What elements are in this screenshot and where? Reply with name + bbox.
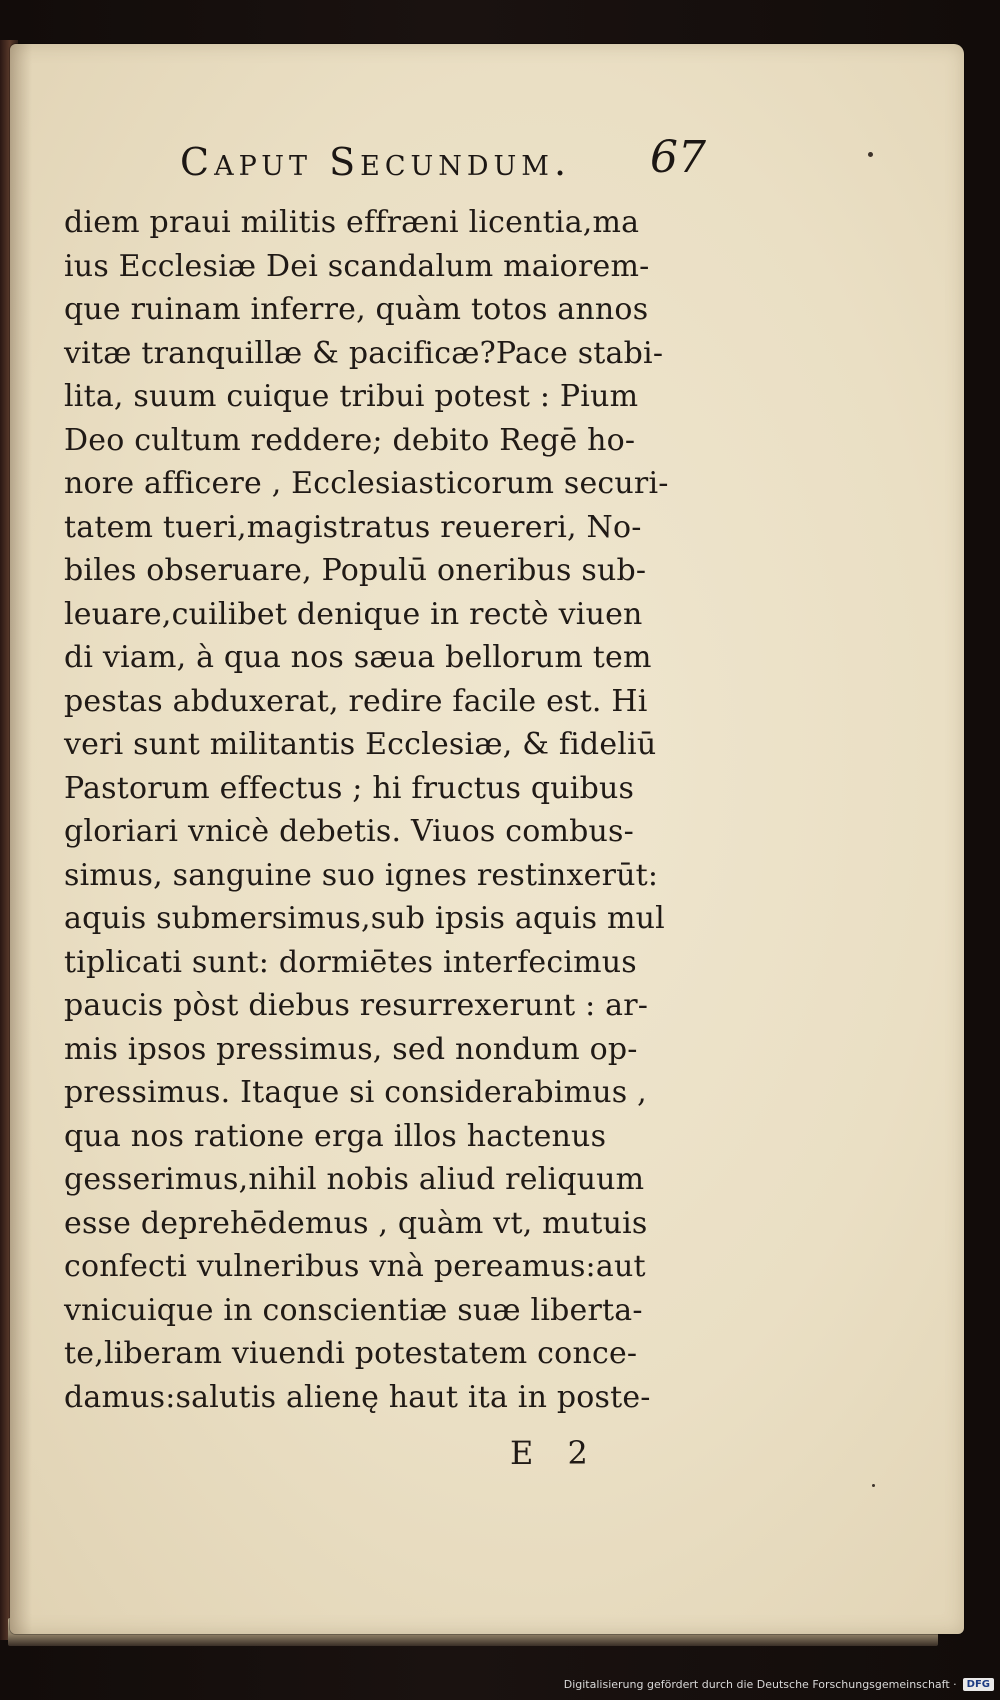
- text-line: di viam, à qua nos sæua bellorum tem: [64, 640, 652, 675]
- text-line: vitæ tranquillæ & pacificæ?Pace stabi-: [64, 335, 664, 371]
- running-title: Caput Secundum.: [180, 140, 572, 184]
- text-line: gesserimus,nihil nobis aliud reliquum: [64, 1162, 645, 1197]
- paper-speck: [872, 1484, 875, 1487]
- text-line: ius Ecclesiæ Dei scandalum maiorem-: [64, 248, 650, 284]
- text-line: te,liberam viuendi potestatem conce-: [64, 1336, 638, 1371]
- text-line: gloriari vnicè debetis. Viuos combus-: [64, 814, 634, 849]
- book-page: [10, 44, 964, 1634]
- text-line: pressimus. Itaque si considerabimus ,: [64, 1075, 647, 1110]
- text-line: esse deprehēdemus , quàm vt, mutuis: [64, 1205, 648, 1241]
- credit-text: Digitalisierung gefördert durch die Deutsche Forschungsgemeinschaft ·: [563, 1677, 957, 1691]
- text-line: vnicuique in conscientiæ suæ liberta-: [64, 1292, 643, 1328]
- text-line: qua nos ratione erga illos hactenus: [64, 1118, 607, 1154]
- text-line: que ruinam inferre, quàm totos annos: [64, 292, 649, 327]
- text-line: diem praui militis effræni licentia,ma: [64, 205, 640, 240]
- text-line: Pastorum effectus ; hi fructus quibus: [64, 770, 635, 806]
- text-line: lita, suum cuique tribui potest : Pium: [64, 379, 639, 414]
- text-line: Deo cultum reddere; debito Regē ho-: [64, 422, 636, 458]
- text-line: veri sunt militantis Ecclesiæ, & fideliū: [64, 727, 657, 762]
- text-line: pestas abduxerat, redire facile est. Hi: [64, 683, 648, 719]
- body-text: [64, 201, 764, 1419]
- text-line: confecti vulneribus vnà pereamus:aut: [64, 1249, 646, 1284]
- paper-speck: [868, 152, 873, 157]
- text-line: nore afficere , Ecclesiasticorum securi-: [64, 466, 669, 501]
- signature-mark: E 2: [510, 1434, 600, 1472]
- text-line: mis ipsos pressimus, sed nondum op-: [64, 1031, 638, 1067]
- dfg-logo-icon: DFG: [963, 1678, 994, 1691]
- text-line: damus:salutis alienę haut ita in poste-: [64, 1379, 651, 1415]
- text-line: aquis submersimus,sub ipsis aquis mul: [64, 901, 665, 936]
- text-line: simus, sanguine suo ignes restinxerūt:: [64, 857, 659, 893]
- page-number: 67: [650, 132, 706, 183]
- digitization-credit: [564, 1673, 994, 1695]
- text-line: biles obseruare, Populū oneribus sub-: [64, 553, 647, 588]
- text-line: leuare,cuilibet denique in rectè viuen: [64, 596, 643, 632]
- text-line: tatem tueri,magistratus reuereri, No-: [64, 509, 642, 545]
- running-head: [180, 132, 760, 200]
- text-line: tiplicati sunt: dormiētes interfecimus: [64, 944, 637, 980]
- gutter-shadow: [10, 44, 32, 1634]
- text-line: paucis pòst diebus resurrexerunt : ar-: [64, 988, 649, 1023]
